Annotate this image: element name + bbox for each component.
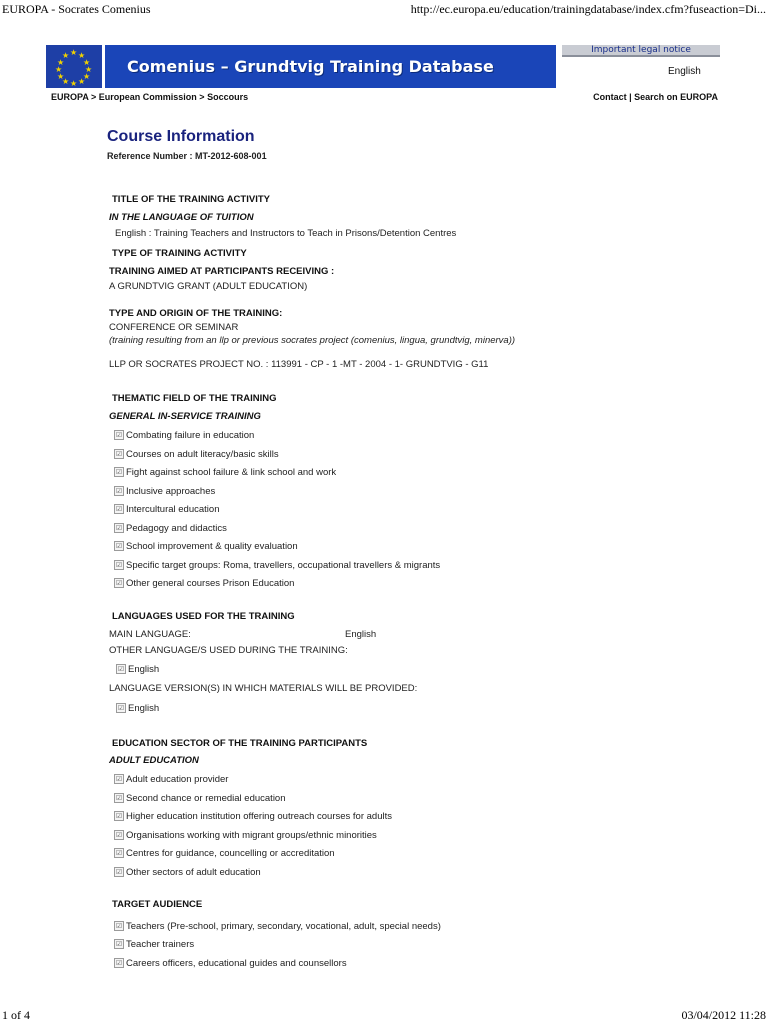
main-language-value: English (345, 629, 377, 640)
section-heading-origin: TYPE AND ORIGIN OF THE TRAINING: (109, 308, 283, 319)
sector-item: Adult education provider (126, 774, 229, 785)
section-heading-sector: EDUCATION SECTOR OF THE TRAINING PARTICIPANTS (112, 738, 368, 749)
checkbox-icon[interactable]: ☑ (115, 468, 123, 476)
other-languages-label: OTHER LANGUAGE/S USED DURING THE TRAINING: (109, 645, 348, 656)
sector-subheading: ADULT EDUCATION (109, 755, 199, 766)
checkbox-icon[interactable]: ☑ (115, 431, 123, 439)
checkbox-icon[interactable]: ☑ (115, 940, 123, 948)
audience-item: Teacher trainers (126, 939, 195, 950)
project-number: LLP OR SOCRATES PROJECT NO. : 113991 - CP - 1 -MT - 2004 - 1- GRUNDTVIG - G11 (109, 359, 489, 370)
thematic-item: Inclusive approaches (126, 486, 216, 497)
banner-divider (102, 45, 105, 88)
site-banner[interactable] (46, 45, 556, 88)
checkbox-icon[interactable]: ☑ (115, 849, 123, 857)
sector-item: Organisations working with migrant groups/ethnic minorities (126, 830, 377, 841)
audience-item: Teachers (Pre-school, primary, secondary, vocational, adult, special needs) (126, 921, 441, 932)
origin-value: CONFERENCE OR SEMINAR (109, 322, 239, 333)
sector-item: Centres for guidance, councelling or accreditation (126, 848, 335, 859)
checkbox-icon[interactable]: ☑ (115, 561, 123, 569)
audience-item: Careers officers, educational guides and counsellors (126, 958, 347, 969)
section-heading-audience: TARGET AUDIENCE (112, 899, 203, 910)
print-header (0, 2, 770, 18)
top-links: Contact | Search on EUROPA (593, 92, 718, 102)
section-subheading-language: IN THE LANGUAGE OF TUITION (109, 212, 254, 223)
eu-flag-icon: ★ ★ ★ ★ ★ ★ ★ ★ ★ ★ ★ ★ (46, 45, 102, 88)
breadcrumb-current[interactable]: Soccours (207, 92, 249, 102)
checkbox-icon[interactable]: ☑ (115, 868, 123, 876)
section-heading-type: TYPE OF TRAINING ACTIVITY (112, 248, 247, 259)
checkbox-icon[interactable]: ☑ (115, 794, 123, 802)
sector-item: Higher education institution offering outreach courses for adults (126, 811, 392, 822)
thematic-item: Other general courses Prison Education (126, 578, 295, 589)
checkbox-icon[interactable]: ☑ (115, 959, 123, 967)
checkbox-icon[interactable]: ☑ (115, 831, 123, 839)
grant-type-value: A GRUNDTVIG GRANT (ADULT EDUCATION) (109, 281, 308, 292)
print-datetime: 03/04/2012 11:28 (681, 1008, 766, 1022)
checkbox-icon[interactable]: ☑ (115, 775, 123, 783)
checkbox-icon[interactable]: ☑ (115, 450, 123, 458)
checkbox-icon[interactable]: ☑ (115, 505, 123, 513)
breadcrumb-commission[interactable]: European Commission (98, 92, 197, 102)
search-europa-link[interactable]: Search on EUROPA (634, 92, 718, 102)
section-heading-title: TITLE OF THE TRAINING ACTIVITY (112, 194, 270, 205)
thematic-item: School improvement & quality evaluation (126, 541, 298, 552)
reference-number: Reference Number : MT-2012-608-001 (107, 151, 267, 161)
print-header-url: http://ec.europa.eu/education/trainingdatabase/index.cfm?fuseaction=Di... (410, 2, 766, 16)
thematic-item: Specific target groups: Roma, travellers, occupational travellers & migrants (126, 560, 441, 571)
checkbox-icon[interactable]: ☑ (115, 487, 123, 495)
section-heading-thematic: THEMATIC FIELD OF THE TRAINING (112, 393, 277, 404)
origin-note: (training resulting from an llp or previous socrates project (comenius, lingua, grundtvig, minerva)) (109, 335, 516, 346)
checkbox-icon[interactable]: ☑ (115, 812, 123, 820)
legal-notice-link[interactable]: Important legal notice (562, 45, 720, 57)
main-language-label: MAIN LANGUAGE: (109, 629, 191, 640)
page-count: 1 of 4 (2, 1008, 30, 1022)
page-title: Course Information (107, 128, 255, 145)
thematic-subheading: GENERAL IN-SERVICE TRAINING (109, 411, 261, 422)
print-footer (0, 1008, 770, 1024)
contact-link[interactable]: Contact (593, 92, 627, 102)
print-header-title: EUROPA - Socrates Comenius (2, 2, 151, 16)
materials-language-label: LANGUAGE VERSION(S) IN WHICH MATERIALS WILL BE PROVIDED: (109, 683, 418, 694)
checkbox-icon[interactable]: ☑ (115, 922, 123, 930)
checkbox-icon[interactable]: ☑ (117, 665, 125, 673)
materials-language-item: English (128, 703, 160, 714)
checkbox-icon[interactable]: ☑ (115, 579, 123, 587)
thematic-item: Combating failure in education (126, 430, 255, 441)
site-title: Comenius – Grundtvig Training Database (127, 57, 494, 76)
type-subheading: TRAINING AIMED AT PARTICIPANTS RECEIVING : (109, 266, 335, 277)
breadcrumb: EUROPA > European Commission > Soccours (51, 92, 249, 102)
thematic-item: Pedagogy and didactics (126, 523, 227, 534)
training-title-value: English : Training Teachers and Instructors to Teach in Prisons/Detention Centres (115, 228, 457, 239)
sector-item: Second chance or remedial education (126, 793, 286, 804)
section-heading-languages: LANGUAGES USED FOR THE TRAINING (112, 611, 295, 622)
thematic-item: Courses on adult literacy/basic skills (126, 449, 279, 460)
language-selector[interactable]: English (668, 66, 701, 77)
thematic-item: Fight against school failure & link school and work (126, 467, 337, 478)
thematic-item: Intercultural education (126, 504, 220, 515)
checkbox-icon[interactable]: ☑ (115, 524, 123, 532)
checkbox-icon[interactable]: ☑ (117, 704, 125, 712)
breadcrumb-europa[interactable]: EUROPA (51, 92, 89, 102)
other-language-item: English (128, 664, 160, 675)
sector-item: Other sectors of adult education (126, 867, 261, 878)
checkbox-icon[interactable]: ☑ (115, 542, 123, 550)
